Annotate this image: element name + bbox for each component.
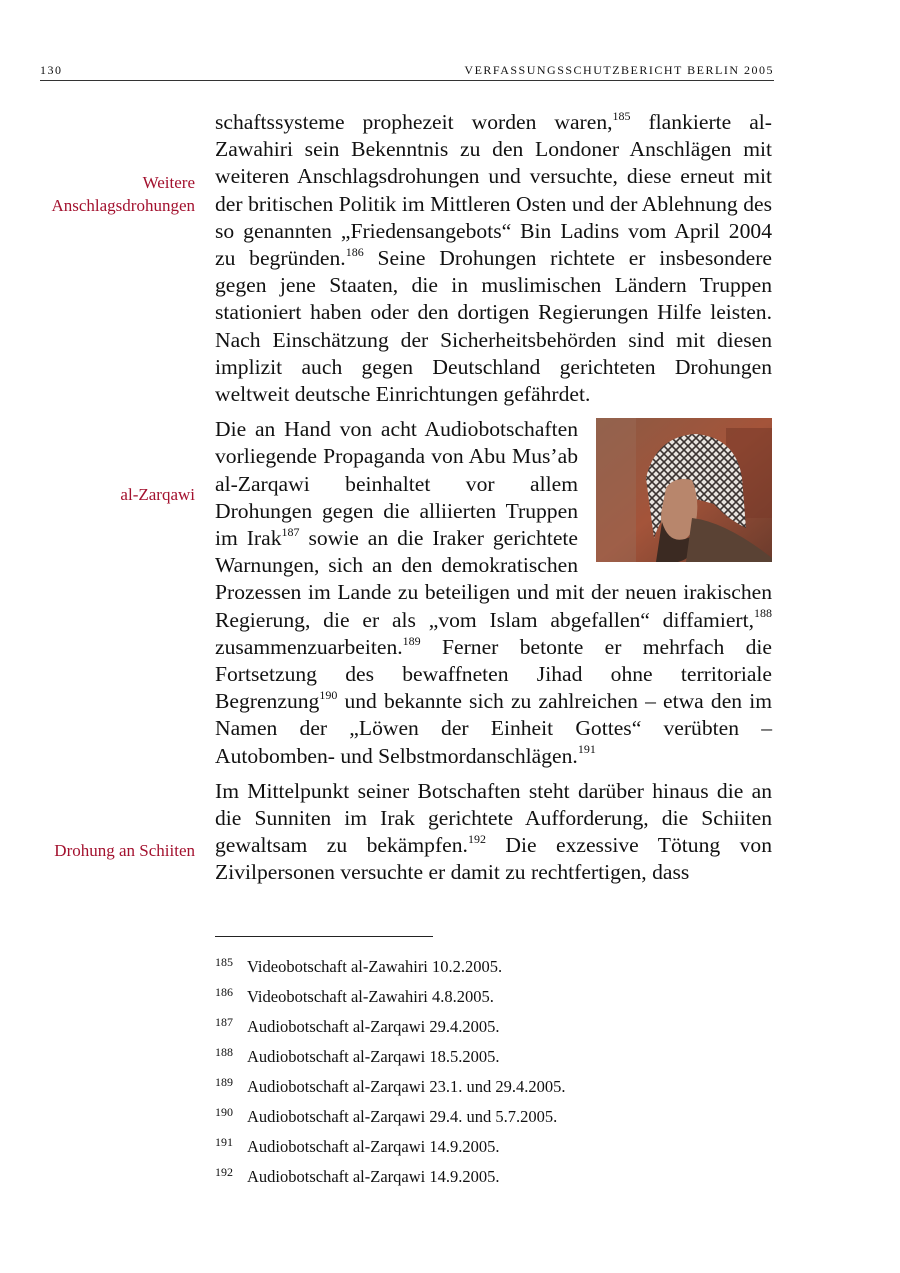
footnote-ref[interactable]: 192	[467, 832, 486, 847]
paragraph-2: Die an Hand von acht Audiobotschaften vorliegende Propaganda von Abu Mus’ab al-Zarqawi beinhaltet vor allem Drohungen gegen die alliierten Truppen im Irak$^{187}$ sowie an die Iraker gerichtete Warnungen, sich an den demokratischen Prozessen im Lande zu beteiligen und mit der neuen irakischen Regierung, die er als „vom Islam abgefallen“ diffamiert,$^{188}$ zusammenzuarbeiten.$^{189}$ Ferner betonte er mehrfach die Fortsetzung des bewaffneten Jihad ohne territoriale Begrenzung$^{190}$ und bekannte sich zu zahlreichen – etwa den im Namen der „Löwen der Einheit Gottes“ verübten – Autobomben- und Selbstmordanschlägen.$^{191}$	[215, 417, 772, 768]
footnote-number: 185	[215, 955, 233, 969]
footnote-number: 189	[215, 1075, 233, 1089]
footnote-text: Audiobotschaft al-Zarqawi 14.9.2005.	[247, 1167, 500, 1186]
footnote-number: 186	[215, 985, 233, 999]
footnote	[215, 955, 775, 985]
footnote-number: 192	[215, 1165, 233, 1179]
footnote-number: 191	[215, 1135, 233, 1149]
paragraph-1: schaftssysteme prophezeit worden waren,$^{185}$ flankierte al-Zawahiri sein Bekenntnis zu den Londoner Anschlägen mit weiteren Anschlagsdrohungen und versuchte, diese erneut mit der britischen Politik im Mittleren Osten und der Ablehnung des so genannten „Friedensangebots“ Bin Ladins vom April 2004 zu begründen.$^{186}$ Seine Drohungen richtete er insbesondere gegen jene Staaten, die in muslimischen Ländern Truppen stationiert haben oder den dortigen Regierungen Hilfe leisten. Nach Einschätzung der Sicherheitsbehörden sind mit diesen implizit auch gegen Deutschland gerichteten Drohungen weltweit deutsche Einrichtungen gefährdet.	[215, 108, 772, 407]
footnote-ref[interactable]: 186	[345, 244, 364, 259]
page-header	[40, 63, 774, 81]
margin-note-zarqawi: al-Zarqawi	[120, 485, 195, 504]
footnote-ref[interactable]: 191	[577, 742, 596, 757]
footnote-ref[interactable]: 187	[281, 524, 300, 539]
footnote-ref[interactable]: 189	[402, 633, 421, 648]
footnote	[215, 1105, 775, 1135]
footnote-separator	[215, 936, 433, 937]
footnote-text: Videobotschaft al-Zawahiri 10.2.2005.	[247, 957, 503, 976]
footnote-number: 190	[215, 1105, 233, 1119]
footnote	[215, 1135, 775, 1165]
footnote-text: Audiobotschaft al-Zarqawi 29.4. und 5.7.2005.	[247, 1107, 558, 1126]
zarqawi-photo	[596, 418, 772, 562]
margin-note-anschlagsdrohungen	[35, 171, 195, 217]
margin-note-schiiten: Drohung an Schiiten	[54, 841, 195, 860]
margin-note-line: Anschlagsdrohungen	[51, 196, 195, 215]
footnotes-list	[215, 955, 775, 1195]
footnote-text: Videobotschaft al-Zawahiri 4.8.2005.	[247, 987, 494, 1006]
footnote-text: Audiobotschaft al-Zarqawi 23.1. und 29.4.2005.	[247, 1077, 566, 1096]
footnote	[215, 985, 775, 1015]
main-text	[215, 109, 772, 895]
footnote	[215, 1165, 775, 1195]
footnote-ref[interactable]: 188	[754, 606, 772, 621]
footnote-ref[interactable]: 190	[319, 688, 338, 703]
footnote-text: Audiobotschaft al-Zarqawi 18.5.2005.	[247, 1047, 500, 1066]
running-title: VERFASSUNGSSCHUTZBERICHT BERLIN 2005	[464, 63, 774, 77]
footnote-ref[interactable]: 185	[612, 108, 631, 123]
footnote	[215, 1075, 775, 1105]
footnote	[215, 1045, 775, 1075]
paragraph-3: Im Mittelpunkt seiner Botschaften steht darüber hinaus die an die Sunniten im Irak gerichtete Aufforderung, die Schiiten gewaltsam zu bekämpfen.$^{192}$ Die exzessive Tötung von Zivilpersonen versuchte er damit zu rechtfertigen, dass	[215, 778, 772, 885]
footnote	[215, 1015, 775, 1045]
page-number: 130	[40, 63, 63, 77]
footnote-number: 188	[215, 1045, 233, 1059]
footnote-text: Audiobotschaft al-Zarqawi 29.4.2005.	[247, 1017, 500, 1036]
footnote-number: 187	[215, 1015, 233, 1029]
footnote-text: Audiobotschaft al-Zarqawi 14.9.2005.	[247, 1137, 500, 1156]
margin-note-line: Weitere	[142, 173, 195, 192]
